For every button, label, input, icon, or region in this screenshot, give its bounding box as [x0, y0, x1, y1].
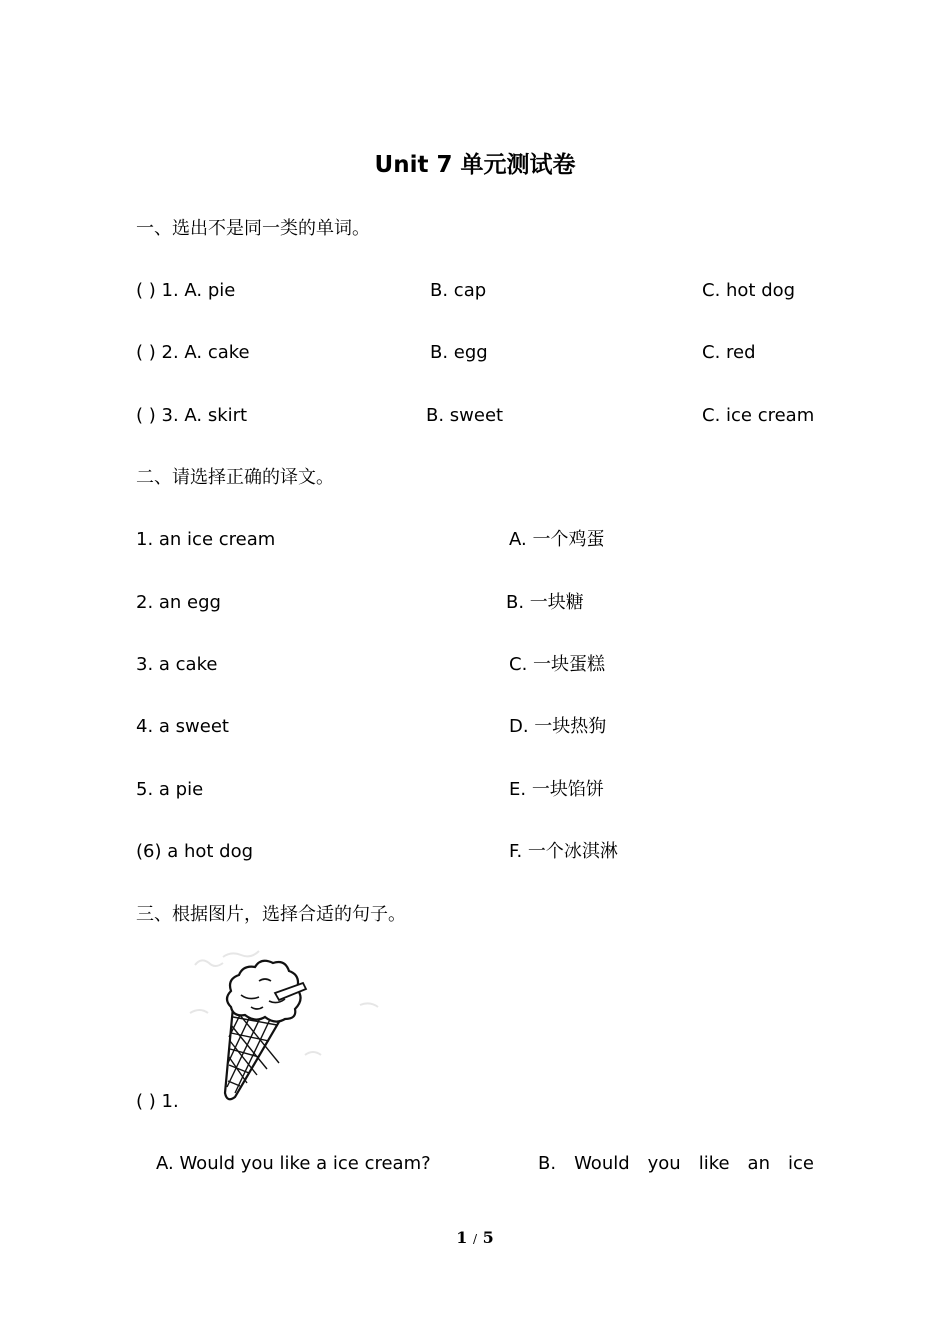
s2-item-2-english: 2. an egg — [136, 592, 221, 613]
s3-q1-option-b-word-3: you — [647, 1153, 681, 1174]
s2-item-6-english: (6) a hot dog — [136, 841, 254, 862]
s2-item-1-english: 1. an ice cream — [136, 529, 276, 550]
s1-q3-option-b: B. sweet — [426, 405, 504, 426]
s2-item-4-english: 4. a sweet — [136, 716, 229, 737]
s1-q1-option-c: C. hot dog — [702, 280, 796, 301]
page-total: 5 — [482, 1228, 494, 1247]
s3-q1-option-b-word-5: an — [747, 1153, 770, 1174]
s2-item-5-chinese: E. 一块馅饼 — [509, 779, 604, 800]
s1-q2-stem: ( ) 2. A. cake — [136, 342, 250, 363]
s1-q1-option-b: B. cap — [430, 280, 487, 301]
s2-item-3-chinese: C. 一块蛋糕 — [509, 654, 606, 675]
s2-item-4-chinese: D. 一块热狗 — [509, 716, 607, 737]
page-separator: / — [472, 1232, 478, 1246]
s2-item-6-chinese: F. 一个冰淇淋 — [509, 841, 618, 862]
page-title: Unit 7 单元测试卷 — [374, 152, 576, 178]
s1-q1-stem: ( ) 1. A. pie — [136, 280, 236, 301]
s3-q1-option-b — [538, 1151, 814, 1177]
s2-item-2-chinese: B. 一块糖 — [506, 592, 584, 613]
s3-q1-option-b-word-1: B. — [538, 1153, 557, 1174]
s1-q3-stem: ( ) 3. A. skirt — [136, 405, 248, 426]
page-number — [0, 1228, 950, 1247]
s1-q2-option-c: C. red — [702, 342, 756, 363]
ice-cream-cone-icon — [185, 945, 400, 1110]
s2-item-1-chinese: A. 一个鸡蛋 — [509, 529, 605, 550]
s3-q1-option-b-word-2: Would — [574, 1153, 630, 1174]
page-current: 1 — [456, 1228, 468, 1247]
s1-q2-option-b: B. egg — [430, 342, 488, 363]
s3-q1-option-b-word-6: ice — [787, 1153, 814, 1174]
s2-item-5-english: 5. a pie — [136, 779, 204, 800]
section-1-heading: 一、选出不是同一类的单词。 — [136, 218, 370, 239]
section-3-heading: 三、根据图片，选择合适的句子。 — [136, 904, 406, 925]
s3-q1-stem: ( ) 1. — [136, 1091, 179, 1112]
section-2-heading: 二、请选择正确的译文。 — [136, 467, 334, 488]
s3-q1-option-a: A. Would you like a ice cream? — [156, 1153, 431, 1174]
s2-item-3-english: 3. a cake — [136, 654, 218, 675]
s3-q1-option-b-word-4: like — [698, 1153, 730, 1174]
s1-q3-option-c: C. ice cream — [702, 405, 815, 426]
